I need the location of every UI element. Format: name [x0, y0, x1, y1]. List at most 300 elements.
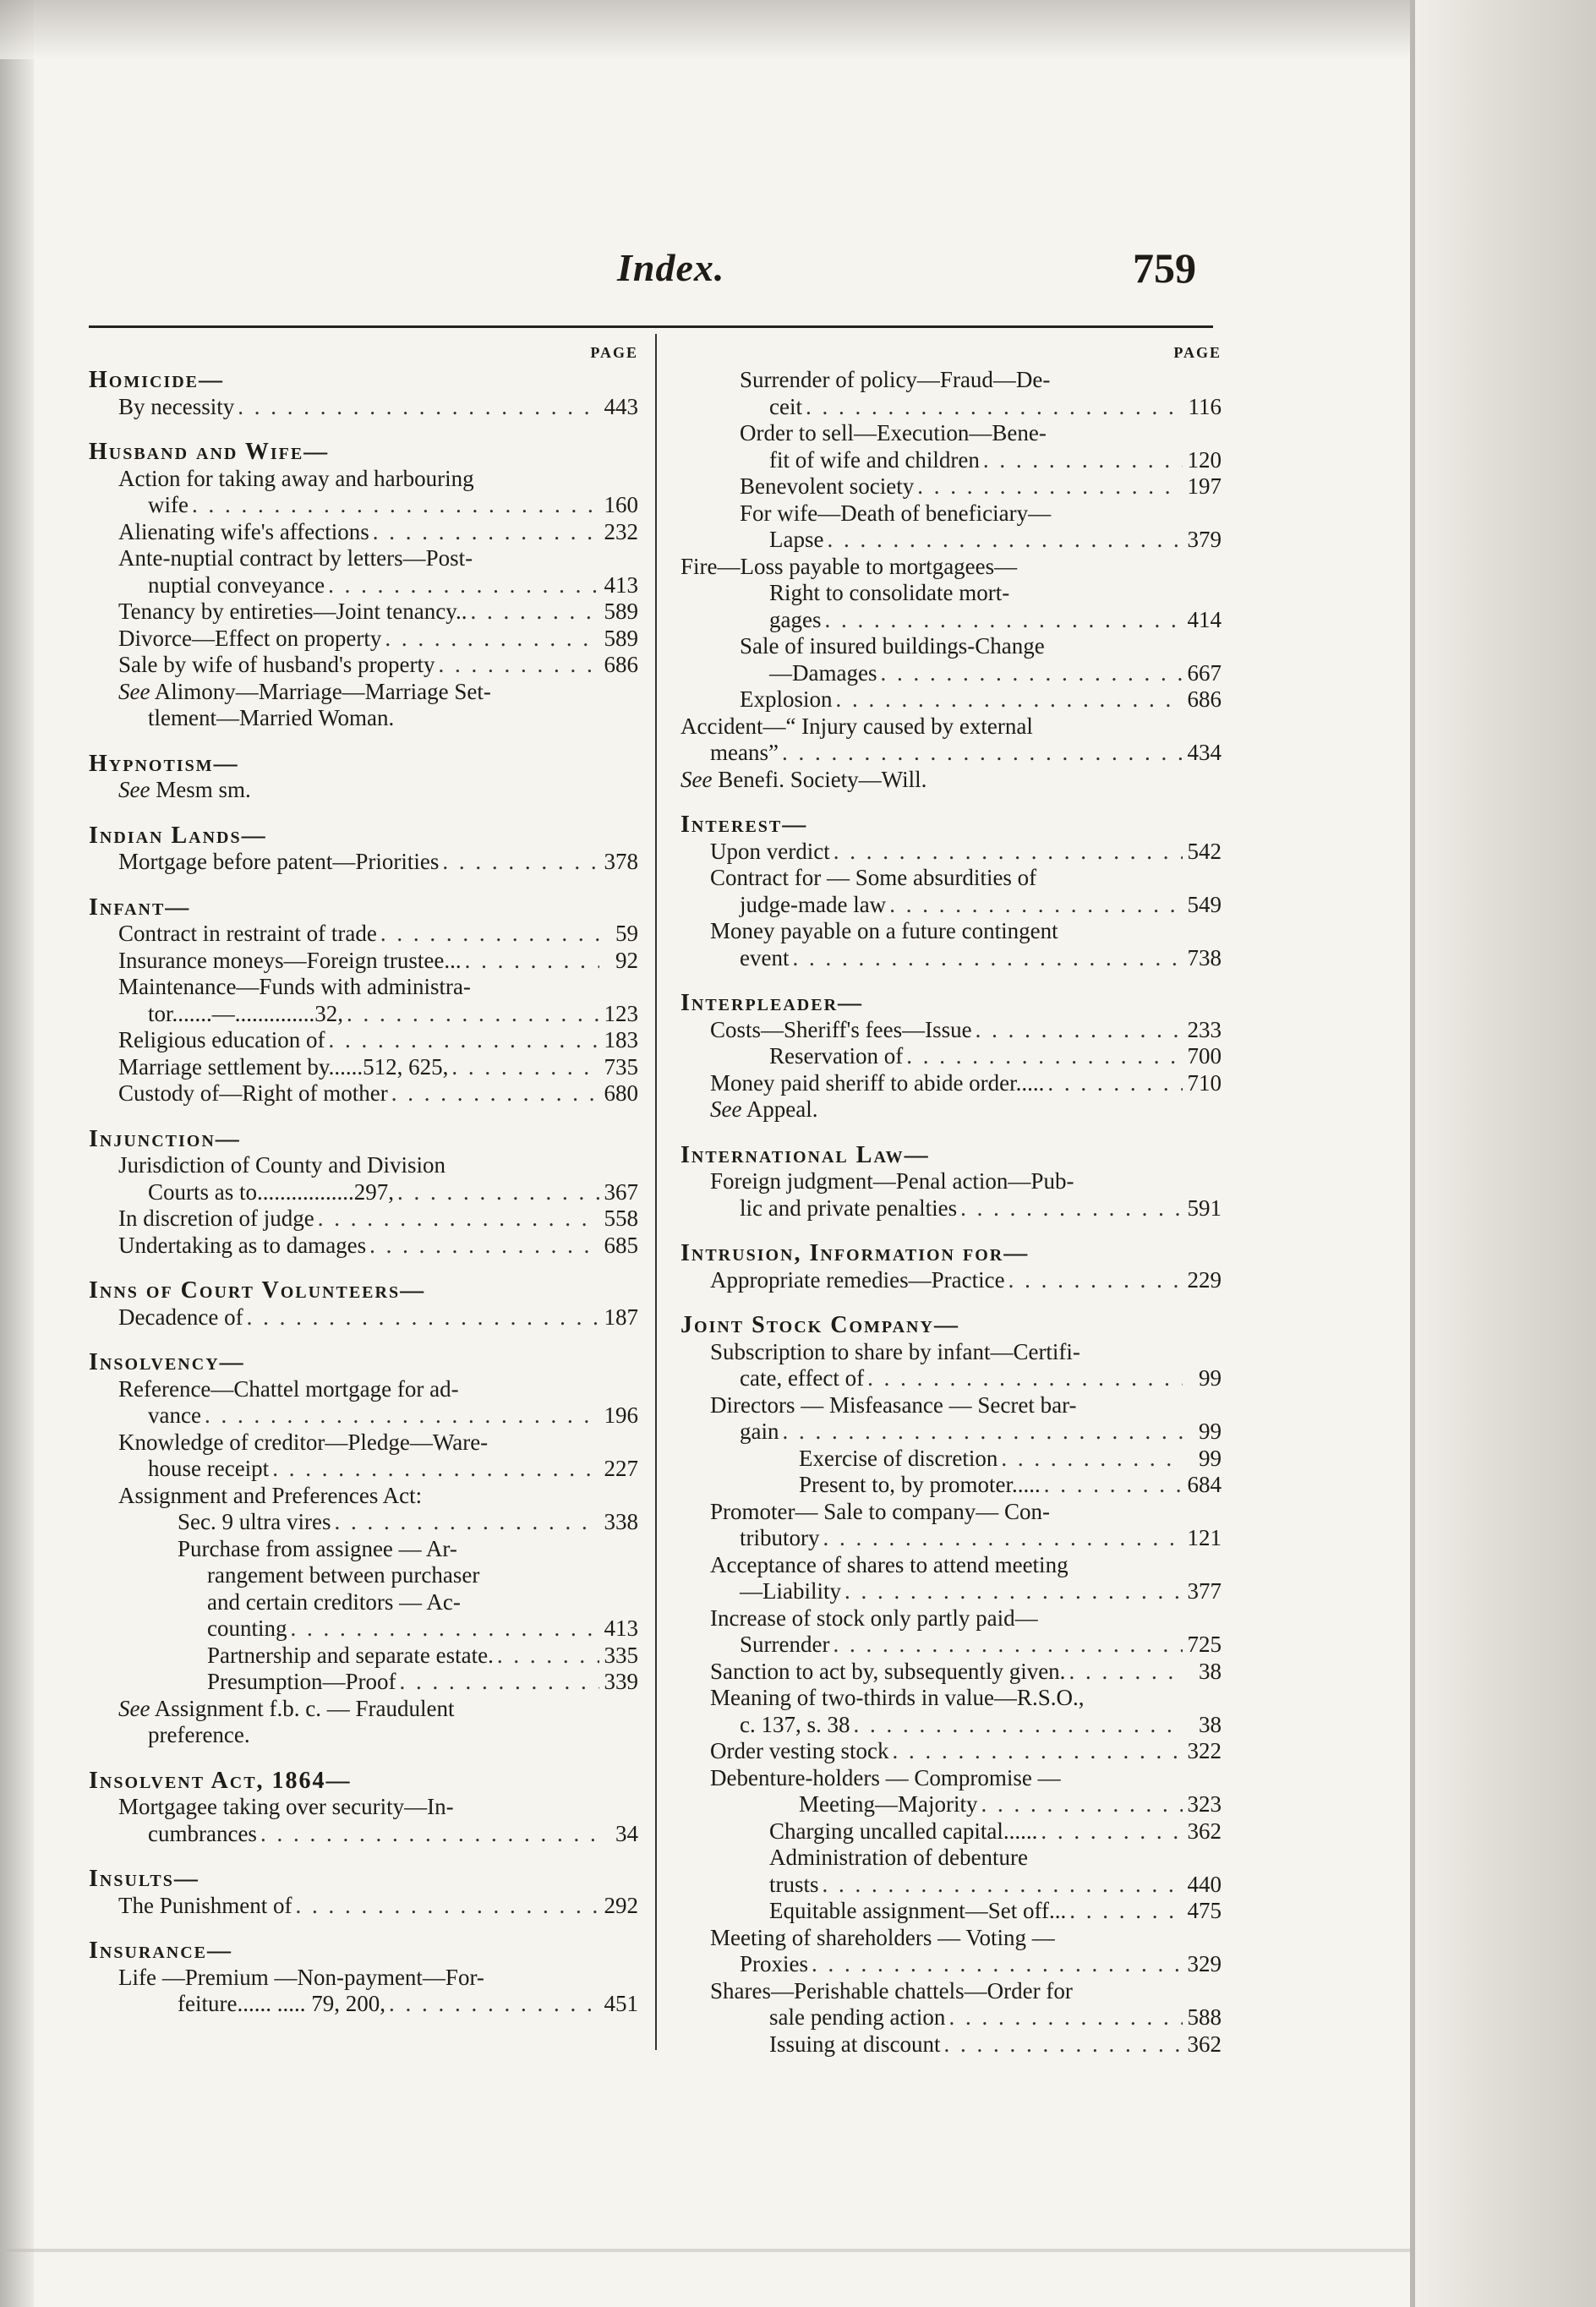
dot-leader — [819, 1872, 1183, 1899]
index-entry — [89, 599, 638, 626]
dot-leader — [903, 1043, 1183, 1070]
right-index-entries — [680, 367, 1222, 2058]
entry-text: By necessity — [118, 393, 235, 419]
dot-leader — [257, 1821, 599, 1848]
entry-text: Religious education of — [118, 1027, 325, 1052]
column-divider — [655, 334, 657, 2050]
running-title: Index. — [617, 246, 725, 289]
index-entry-line: Life —Premium —Non-payment—For- — [118, 1964, 484, 1990]
dot-leader — [977, 1791, 1183, 1818]
index-entry-line: Promoter— Sale to company— Con- — [710, 1498, 1050, 1524]
page-reference: 38 — [1199, 1711, 1222, 1737]
dot-leader — [779, 740, 1183, 767]
entry-text: Surrender — [740, 1632, 830, 1657]
dot-leader — [850, 1712, 1183, 1739]
right-index-column — [680, 338, 1222, 2058]
index-entry-line: rangement between purchaser — [207, 1562, 480, 1588]
entry-spacer — [680, 1293, 1222, 1312]
index-entry-line: Mortgagee taking over security—In- — [118, 1794, 454, 1819]
index-entry — [680, 1712, 1222, 1739]
entry-spacer — [680, 971, 1222, 990]
index-entry — [680, 1818, 1222, 1845]
left-index-entries — [89, 367, 638, 2018]
entry-text: Contract in restraint of trade — [118, 921, 377, 946]
index-entry-line: Increase of stock only partly paid— — [710, 1605, 1038, 1631]
see-also-reference — [89, 777, 638, 804]
index-entry — [89, 519, 638, 546]
entry-text: feiture...... ..... 79, 200, — [178, 1991, 385, 2016]
index-entry — [89, 1205, 638, 1233]
index-entry-line: preference. — [148, 1722, 250, 1747]
index-heading: Insults— — [89, 1866, 200, 1892]
page-reference: 738 — [1187, 944, 1222, 970]
index-entry-line: Reference—Chattel mortgage for ad- — [118, 1375, 459, 1402]
dot-leader — [381, 626, 599, 653]
page-reference: 323 — [1187, 1791, 1222, 1817]
page-edge-shadow — [1410, 0, 1415, 2307]
index-entry — [89, 1509, 638, 1536]
index-heading: Indian Lands— — [89, 822, 267, 849]
index-entry-line: and certain creditors — Ac- — [207, 1588, 461, 1615]
dot-leader — [980, 447, 1183, 474]
index-entry — [680, 1872, 1222, 1899]
index-entry — [680, 1578, 1222, 1605]
index-entry — [89, 1456, 638, 1483]
index-entry-line: Sale of insured buildings-Change — [740, 633, 1045, 659]
entry-text: Mortgage before patent—Priorities — [118, 849, 440, 874]
entry-text: Order vesting stock — [710, 1738, 889, 1763]
entry-text: The Punishment of — [118, 1892, 292, 1918]
see-label: See — [118, 1695, 150, 1721]
dot-leader — [325, 572, 599, 599]
dot-leader — [830, 839, 1183, 866]
index-entry — [680, 1951, 1222, 1978]
dot-leader — [366, 1233, 599, 1260]
index-entry — [89, 1027, 638, 1054]
index-entry — [680, 945, 1222, 972]
index-entry — [680, 527, 1222, 554]
page-reference: 183 — [604, 1027, 638, 1052]
page-reference: 588 — [1187, 2004, 1222, 2030]
dot-leader — [343, 1001, 599, 1028]
page-column-label: PAGE — [590, 344, 638, 361]
entry-text: nuptial conveyance — [148, 571, 325, 598]
entry-text: Sale by wife of husband's property — [118, 652, 435, 677]
index-entry-line: Administration of debenture — [769, 1845, 1028, 1870]
dot-leader — [234, 394, 599, 421]
index-entry — [89, 652, 638, 679]
index-entry — [680, 660, 1222, 687]
see-label: See — [680, 766, 713, 792]
dot-leader — [957, 1195, 1183, 1222]
page-reference: 684 — [1187, 1472, 1222, 1497]
entry-spacer — [89, 876, 638, 894]
entry-text: event — [740, 944, 790, 970]
page-reference: 227 — [604, 1456, 638, 1481]
index-entry-line: Purchase from assignee — Ar- — [178, 1535, 457, 1561]
dot-leader — [325, 1027, 599, 1054]
dot-leader — [448, 1054, 599, 1081]
page-reference: 92 — [615, 947, 638, 973]
index-entry — [89, 1643, 638, 1670]
page-reference: 116 — [1188, 393, 1222, 419]
index-entry — [680, 607, 1222, 634]
entry-text: Undertaking as to damages — [118, 1232, 367, 1258]
see-label: See — [118, 777, 150, 802]
index-entry — [89, 626, 638, 653]
dot-leader — [467, 599, 599, 626]
page-reference: 379 — [1187, 527, 1222, 552]
page-reference: 197 — [1187, 473, 1222, 499]
index-heading: Joint Stock Company— — [680, 1312, 959, 1338]
page-reference: 120 — [1187, 446, 1222, 473]
index-entry — [680, 1365, 1222, 1392]
index-entry — [680, 2031, 1222, 2058]
entry-text: Present to, by promoter..... — [799, 1472, 1041, 1497]
page-reference: 591 — [1187, 1195, 1222, 1221]
index-entry-line: Knowledge of creditor—Pledge—Ware- — [118, 1429, 489, 1455]
page-reference: 686 — [1187, 686, 1222, 712]
index-heading: Insurance— — [89, 1938, 233, 1964]
index-entry — [680, 394, 1222, 421]
index-entry — [89, 1233, 638, 1260]
entry-spacer — [680, 1123, 1222, 1142]
page-reference: 735 — [604, 1053, 638, 1080]
dot-leader — [385, 1991, 599, 2018]
dot-leader — [1044, 1070, 1183, 1097]
page-reference: 233 — [1187, 1016, 1222, 1042]
page-reference: 322 — [1187, 1738, 1222, 1763]
dot-leader — [1065, 1659, 1183, 1686]
dot-leader — [201, 1402, 599, 1430]
dot-leader — [439, 849, 599, 876]
page-reference: 59 — [615, 921, 638, 946]
index-entry — [680, 1525, 1222, 1552]
page-reference: 725 — [1187, 1632, 1222, 1657]
index-entry — [89, 1001, 638, 1028]
dot-leader — [388, 1080, 599, 1107]
entry-text: Custody of—Right of mother — [118, 1080, 388, 1106]
entry-text: sale pending action — [769, 2004, 946, 2030]
dot-leader — [972, 1017, 1183, 1044]
dot-leader — [802, 394, 1183, 421]
index-entry-line: Directors — Misfeasance — Secret bar- — [710, 1391, 1077, 1418]
see-label: See — [710, 1096, 742, 1122]
index-entry-line: Debenture-holders — Compromise — — [710, 1764, 1061, 1790]
entry-spacer — [89, 732, 638, 751]
index-entry-line: Meaning of two-thirds in value—R.S.O., — [710, 1685, 1085, 1710]
entry-text: Exercise of discretion — [799, 1445, 998, 1471]
index-heading: Inns of Court Volunteers— — [89, 1277, 426, 1304]
index-entry-line: Ante-nuptial contract by letters—Post- — [118, 545, 473, 571]
index-entry-line: For wife—Death of beneficiary— — [740, 500, 1052, 526]
page-column-label: PAGE — [1173, 344, 1222, 361]
index-entry — [89, 1402, 638, 1430]
dot-leader — [914, 473, 1183, 500]
page-reference: 475 — [1187, 1898, 1222, 1923]
dot-leader — [829, 1632, 1183, 1659]
index-heading: Insolvent Act, 1864— — [89, 1767, 352, 1794]
page-reference: 434 — [1187, 740, 1222, 765]
index-entry — [680, 1898, 1222, 1925]
entry-text: Partnership and separate estate. — [207, 1642, 494, 1668]
index-entry — [680, 740, 1222, 767]
entry-text: Insurance moneys—Foreign trustee... — [118, 947, 462, 973]
entry-text: c. 137, s. 38 — [740, 1711, 850, 1737]
dot-leader — [292, 1893, 599, 1920]
see-target: Mesm sm. — [156, 777, 251, 802]
page-reference: 558 — [604, 1205, 638, 1231]
entry-text: Upon verdict — [710, 838, 830, 864]
index-entry-line: Assignment and Preferences Act: — [118, 1482, 423, 1508]
dot-leader — [888, 1738, 1183, 1765]
entry-spacer — [680, 793, 1222, 812]
entry-text: house receipt — [148, 1456, 270, 1481]
entry-text: tor.......—..............32, — [148, 1000, 344, 1026]
entry-text: Appropriate remedies—Practice — [710, 1266, 1005, 1293]
index-entry-line: Meeting of shareholders — Voting — — [710, 1924, 1055, 1950]
index-entry — [680, 1472, 1222, 1499]
see-also-reference — [680, 767, 1222, 794]
entry-text: Lapse — [769, 527, 824, 552]
index-heading: Infant— — [89, 894, 191, 921]
page-reference: 335 — [604, 1642, 638, 1668]
page-reference: 362 — [1187, 1818, 1222, 1844]
index-entry-line: Maintenance—Funds with administra- — [118, 974, 471, 999]
page-reference: 589 — [604, 625, 638, 651]
entry-text: wife — [148, 492, 189, 517]
entry-spacer — [89, 1749, 638, 1768]
entry-spacer — [89, 804, 638, 823]
page-reference: 685 — [604, 1232, 638, 1258]
index-entry — [680, 1043, 1222, 1070]
dot-leader — [941, 2031, 1183, 2058]
dot-leader — [789, 945, 1183, 972]
entry-text: cate, effect of — [740, 1365, 865, 1391]
entry-text: Courts as to.................297, — [148, 1178, 395, 1205]
page-number: 759 — [1133, 244, 1196, 292]
index-entry — [89, 1821, 638, 1848]
index-heading: Injunction— — [89, 1125, 241, 1152]
entry-text: Decadence of — [118, 1304, 243, 1330]
index-entry — [89, 921, 638, 948]
entry-text: vance — [148, 1402, 201, 1428]
dot-leader — [377, 921, 599, 948]
page-reference: 123 — [604, 1000, 638, 1026]
dot-leader — [287, 1615, 600, 1643]
page-reference: 121 — [1187, 1525, 1222, 1550]
index-entry — [89, 1179, 638, 1206]
index-entry — [89, 1615, 638, 1643]
dot-leader — [808, 1951, 1183, 1978]
header-rule — [89, 325, 1213, 328]
see-target: Assignment f.b. c. — Fraudulent — [154, 1695, 455, 1721]
index-entry — [89, 1669, 638, 1696]
entry-text: fit of wife and children — [769, 446, 980, 473]
index-entry — [89, 394, 638, 421]
dot-leader — [494, 1643, 599, 1670]
entry-text: tributory — [740, 1525, 820, 1550]
dot-leader — [1037, 1818, 1183, 1845]
page-reference: 329 — [1187, 1951, 1222, 1976]
entry-spacer — [89, 1919, 638, 1938]
dot-leader — [998, 1446, 1183, 1473]
see-target: Alimony—Marriage—Marriage Set- — [154, 678, 491, 704]
entry-text: gain — [740, 1419, 779, 1444]
page-reference: 589 — [604, 599, 638, 624]
entry-text: trusts — [769, 1871, 819, 1897]
index-heading: International Law— — [680, 1141, 930, 1168]
page-reference: 378 — [604, 849, 638, 874]
index-heading: Insolvency— — [89, 1349, 245, 1375]
dot-leader — [269, 1456, 599, 1483]
page-reference: 440 — [1187, 1871, 1222, 1897]
page-reference: 38 — [1199, 1658, 1222, 1684]
page-reference: 292 — [604, 1892, 638, 1918]
entry-spacer — [89, 1259, 638, 1277]
dot-leader — [462, 948, 599, 975]
entry-text: Meeting—Majority — [799, 1791, 978, 1817]
page-reference: 338 — [604, 1509, 638, 1534]
bottom-edge-shadow — [0, 2249, 1410, 2252]
page-reference: 229 — [1187, 1266, 1222, 1293]
index-entry — [89, 1054, 638, 1081]
index-entry — [89, 948, 638, 975]
dot-leader — [820, 1525, 1183, 1552]
index-heading: Homicide— — [89, 367, 225, 393]
index-entry-line: tlement—Married Woman. — [148, 705, 395, 730]
index-entry — [89, 492, 638, 519]
see-also-reference — [89, 1696, 638, 1723]
index-heading: Husband and Wife— — [89, 439, 330, 465]
entry-spacer — [89, 1331, 638, 1349]
dot-leader — [394, 1179, 599, 1206]
page-reference: 232 — [604, 518, 638, 544]
index-heading: Interpleader— — [680, 990, 864, 1016]
page-reference: 34 — [615, 1820, 638, 1846]
page-reference: 667 — [1187, 659, 1222, 686]
entry-text: Alienating wife's affections — [118, 518, 369, 544]
page-reference: 680 — [604, 1080, 638, 1106]
index-heading: Hypnotism— — [89, 750, 239, 777]
page-reference: 196 — [604, 1402, 638, 1428]
page-reference: 710 — [1187, 1069, 1222, 1096]
page-reference: 367 — [604, 1178, 638, 1205]
entry-text: Presumption—Proof — [207, 1669, 396, 1694]
page-reference: 377 — [1187, 1578, 1222, 1604]
entry-text: gages — [769, 606, 822, 632]
index-entry — [89, 1304, 638, 1331]
index-entry — [680, 839, 1222, 866]
dot-leader — [1041, 1472, 1183, 1499]
see-also-reference — [680, 1096, 1222, 1123]
entry-text: Charging uncalled capital...... — [769, 1818, 1038, 1844]
entry-text: Money paid sheriff to abide order..... — [710, 1069, 1045, 1096]
entry-text: Marriage settlement by......512, 625, — [118, 1053, 449, 1080]
entry-text: Divorce—Effect on property — [118, 625, 382, 651]
index-entry — [680, 1738, 1222, 1765]
page-reference: 700 — [1187, 1043, 1222, 1069]
entry-text: Sanction to act by, subsequently given. — [710, 1658, 1066, 1684]
adjacent-page-edge — [1410, 0, 1596, 2307]
dot-leader — [243, 1304, 599, 1331]
entry-text: Explosion — [740, 686, 833, 712]
page-reference: 451 — [604, 1991, 638, 2016]
index-entry — [89, 1893, 638, 1920]
page-reference: 414 — [1187, 606, 1222, 632]
dot-leader — [833, 686, 1183, 713]
dot-leader — [369, 519, 599, 546]
dot-leader — [779, 1419, 1183, 1446]
entry-spacer — [89, 420, 638, 439]
dot-leader — [314, 1205, 599, 1233]
index-entry — [680, 1446, 1222, 1473]
index-entry — [680, 1017, 1222, 1044]
dot-leader — [189, 492, 599, 519]
page-reference: 160 — [604, 492, 638, 517]
index-entry — [680, 1267, 1222, 1294]
page-reference: 99 — [1199, 1419, 1222, 1444]
index-entry — [680, 1632, 1222, 1659]
page-reference: 339 — [604, 1669, 638, 1694]
dot-leader — [877, 660, 1183, 687]
see-target: Benefi. Society—Will. — [718, 766, 927, 792]
entry-text: Costs—Sheriff's fees—Issue — [710, 1016, 972, 1042]
entry-text: Benevolent society — [740, 473, 915, 499]
index-entry-line: Fire—Loss payable to mortgagees— — [680, 553, 1018, 579]
index-entry-line: Surrender of policy—Fraud—De- — [740, 367, 1051, 392]
index-entry-line: Foreign judgment—Penal action—Pub- — [710, 1168, 1074, 1194]
index-heading: Intrusion, Information for— — [680, 1240, 1030, 1266]
index-entry-line: Right to consolidate mort- — [769, 580, 1010, 605]
scan-shadow-left — [0, 0, 34, 2307]
entry-text: ceit — [769, 393, 802, 419]
dot-leader — [396, 1669, 599, 1696]
page-reference: 99 — [1199, 1445, 1222, 1471]
see-target: Appeal. — [746, 1096, 818, 1122]
index-entry — [680, 447, 1222, 474]
see-label: See — [118, 678, 150, 704]
index-entry-line: Acceptance of shares to attend meeting — [710, 1551, 1069, 1577]
page-reference: 542 — [1187, 838, 1222, 864]
entry-spacer — [89, 1107, 638, 1126]
page-reference: 549 — [1187, 891, 1222, 917]
dot-leader — [841, 1578, 1183, 1605]
page-reference: 686 — [604, 652, 638, 677]
entry-text: Issuing at discount — [769, 2031, 941, 2057]
entry-text: Reservation of — [769, 1043, 904, 1069]
index-entry — [680, 473, 1222, 500]
see-also-reference — [89, 679, 638, 706]
dot-leader — [823, 527, 1183, 554]
index-entry — [680, 1195, 1222, 1222]
index-entry — [680, 1659, 1222, 1686]
entry-spacer — [89, 1847, 638, 1866]
entry-text: Sec. 9 ultra vires — [178, 1509, 331, 1534]
index-entry-line: Action for taking away and harbouring — [118, 465, 474, 491]
scan-shadow-top — [0, 0, 1596, 59]
page-reference: 362 — [1187, 2031, 1222, 2057]
dot-leader — [435, 652, 599, 679]
index-entry-line: Order to sell—Execution—Bene- — [740, 420, 1047, 446]
index-entry-line: Contract for — Some absurdities of — [710, 865, 1037, 890]
entry-text: judge-made law — [740, 891, 887, 917]
entry-text: means” — [710, 740, 779, 765]
entry-text: Tenancy by entireties—Joint tenancy.. — [118, 599, 467, 624]
entry-text: counting — [207, 1615, 287, 1641]
index-entry-line: Accident—“ Injury caused by external — [680, 713, 1033, 739]
index-entry-line: Shares—Perishable chattels—Order for — [710, 1977, 1073, 2004]
